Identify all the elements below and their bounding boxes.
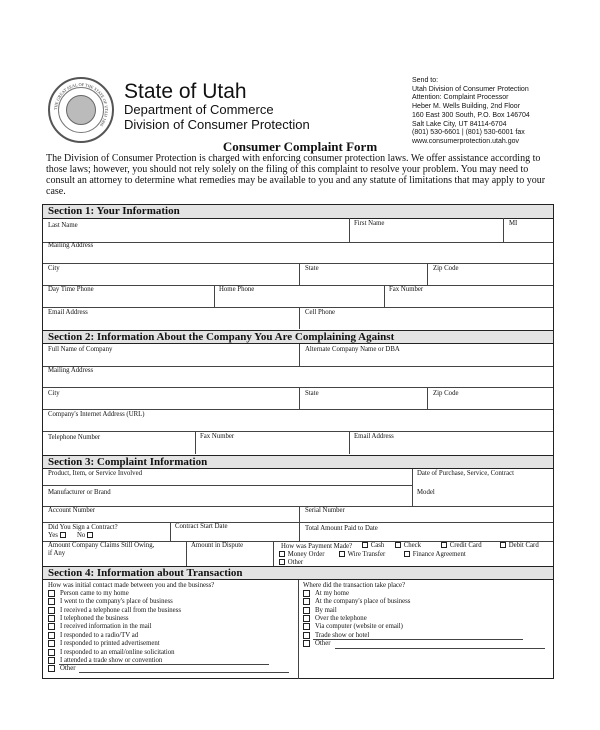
svg-text:THE GREAT SEAL OF THE STATE OF <box>53 82 109 127</box>
row-line <box>43 506 553 507</box>
row-line <box>43 285 553 286</box>
company-mailing-label: Mailing Address <box>48 367 94 374</box>
wire-transfer-checkbox[interactable] <box>339 551 345 557</box>
field-divider <box>412 469 413 506</box>
day-phone-label: Day Time Phone <box>48 286 94 293</box>
contract-date-label: Contract Start Date <box>175 523 228 530</box>
send-to-line: Send to: <box>412 77 439 84</box>
city-label: City <box>48 265 60 272</box>
debit-card-option[interactable] <box>500 542 539 549</box>
mailing-address-label: Mailing Address <box>48 242 94 249</box>
contact-option-label: I attended a trade show or convention <box>60 656 163 664</box>
place-option-label: By mail <box>315 606 337 614</box>
field-divider <box>299 344 300 366</box>
company-state-label: State <box>305 390 319 397</box>
alt-name-label: Alternate Company Name or DBA <box>305 346 400 353</box>
place-checkbox[interactable] <box>303 632 310 639</box>
section2-header: Section 2: Information About the Company You Are Complaining Against <box>43 330 553 344</box>
send-to-line: www.consumerprotection.utah.gov <box>412 137 519 145</box>
contact-option[interactable] <box>48 598 181 606</box>
amount-owing-label-cont: if Any <box>48 550 66 557</box>
zip-label: Zip Code <box>433 265 459 272</box>
contact-other-line[interactable] <box>59 664 269 665</box>
contact-option-label: I received information in the mail <box>60 623 152 631</box>
did-sign-label: Did You Sign a Contract? <box>48 524 118 531</box>
other-text: Other <box>287 559 304 566</box>
place-other-line[interactable] <box>335 648 545 649</box>
contact-checkbox[interactable] <box>48 615 55 622</box>
other-checkbox[interactable] <box>279 559 285 565</box>
send-to-block <box>412 77 530 147</box>
cash-text: Cash <box>370 542 385 549</box>
website-label: Company's Internet Address (URL) <box>48 411 145 418</box>
serial-label: Serial Number <box>305 507 345 514</box>
row-line <box>43 263 553 264</box>
manufacturer-label: Manufacturer or Brand <box>48 489 111 496</box>
place-checkbox[interactable] <box>303 598 310 605</box>
first-name-label: First Name <box>354 220 385 227</box>
field-divider <box>299 506 300 541</box>
finance-agreement-checkbox[interactable] <box>404 551 410 557</box>
no-option[interactable] <box>77 532 94 539</box>
place-checkbox[interactable] <box>303 607 310 614</box>
credit-card-checkbox[interactable] <box>441 542 447 548</box>
state-seal <box>48 77 114 143</box>
complaint-form <box>42 204 554 679</box>
place-checkbox[interactable] <box>303 640 310 647</box>
account-label: Account Number <box>48 507 95 514</box>
form-title: Consumer Complaint Form <box>222 139 378 154</box>
field-divider <box>170 522 171 541</box>
cash-checkbox[interactable] <box>362 542 368 548</box>
send-to-line: Salt Lake City, UT 84114-6704 <box>412 120 507 128</box>
debit-card-text: Debit Card <box>508 542 539 549</box>
fax-label: Fax Number <box>389 286 424 293</box>
contact-option[interactable] <box>48 615 181 623</box>
total-paid-label: Total Amount Paid to Date <box>305 525 378 532</box>
company-email-label: Email Address <box>354 433 394 440</box>
place-option-label: Via computer (website or email) <box>315 623 403 631</box>
contact-option-label: I responded to printed advertisement <box>60 640 160 648</box>
column-divider <box>298 580 299 679</box>
initial-contact-question: How was initial contact made between you and the business? <box>48 582 215 589</box>
state-title: State of Utah <box>124 80 247 103</box>
place-option-label: Over the telephone <box>315 615 367 623</box>
contact-option-label: I responded to a radio/TV ad <box>60 631 139 639</box>
amount-owing-label: Amount Company Claims Still Owing, <box>48 542 155 549</box>
contact-option-label: Other <box>60 665 76 673</box>
department-block <box>124 102 310 132</box>
check-checkbox[interactable] <box>395 542 401 548</box>
contact-checkbox[interactable] <box>48 640 55 647</box>
field-divider <box>299 307 300 329</box>
company-city-label: City <box>48 390 60 397</box>
field-divider <box>186 541 187 566</box>
payment-made-label: How was Payment Made? <box>281 543 353 550</box>
contact-option[interactable] <box>48 632 181 640</box>
field-divider <box>384 285 385 307</box>
initial-contact-options <box>48 590 181 674</box>
row-line <box>43 522 553 523</box>
send-to-line: Heber M. Wells Building, 2nd Floor <box>412 103 521 111</box>
contact-option[interactable] <box>48 607 181 615</box>
contact-checkbox[interactable] <box>48 632 55 639</box>
send-to-line: 160 East 300 South, P.O. Box 146704 <box>412 111 530 119</box>
contact-checkbox[interactable] <box>48 657 55 664</box>
check-option[interactable] <box>395 542 421 549</box>
model-label: Model <box>417 489 435 496</box>
cash-option[interactable] <box>362 542 384 549</box>
row-line <box>43 366 553 367</box>
place-other-line[interactable] <box>313 639 523 640</box>
field-divider <box>427 387 428 409</box>
intro-text: The Division of Consumer Protection is charged with enforcing consumer protection laws. We offer assistance according to those laws; however, you should not rely solely on the filing of this complaint to resolve your problem. You may need to consult an attorney to determine what remedies may be available to you and any statute of limitations that may apply to your case. <box>46 153 546 197</box>
company-name-label: Full Name of Company <box>48 346 113 353</box>
contact-option[interactable] <box>48 623 181 631</box>
credit-card-option[interactable] <box>441 542 482 549</box>
contact-option-label: I received a telephone call from the business <box>60 606 181 614</box>
last-name-label: Last Name <box>48 222 78 229</box>
company-zip-label: Zip Code <box>433 390 459 397</box>
send-to-line: (801) 530-6601 | (801) 530-6001 fax <box>412 129 525 137</box>
row-line <box>43 431 553 432</box>
field-divider <box>299 263 300 285</box>
row-line <box>43 409 553 410</box>
transaction-place-question: Where did the transaction take place? <box>303 582 406 589</box>
row-line <box>43 307 553 308</box>
seal-text: THE GREAT SEAL OF THE STATE OF UTAH 1896 <box>52 81 110 128</box>
contact-option-label: I telephoned the business <box>60 615 129 623</box>
place-option-label: At my home <box>315 590 349 598</box>
place-checkbox[interactable] <box>303 590 310 597</box>
state-label: State <box>305 265 319 272</box>
place-option-label: At the company's place of business <box>315 598 411 606</box>
contact-checkbox[interactable] <box>48 649 55 656</box>
finance-agreement-option[interactable] <box>404 551 466 558</box>
contact-option-label: I went to the company's place of business <box>60 598 173 606</box>
place-option[interactable] <box>303 615 410 623</box>
place-option[interactable] <box>303 598 410 606</box>
send-to-line: Attention: Complaint Processor <box>412 94 509 102</box>
amount-dispute-label: Amount in Dispute <box>191 542 244 549</box>
section3-header: Section 3: Complaint Information <box>43 455 553 469</box>
money-order-checkbox[interactable] <box>279 551 285 557</box>
finance-agreement-text: Finance Agreement <box>412 551 466 558</box>
row-line <box>43 242 553 243</box>
field-divider <box>349 218 350 243</box>
wire-transfer-text: Wire Transfer <box>347 551 386 558</box>
no-text: No <box>77 532 86 539</box>
row-line <box>43 485 412 486</box>
credit-card-text: Credit Card <box>449 542 482 549</box>
place-checkbox[interactable] <box>303 623 310 630</box>
mi-label: MI <box>509 220 518 227</box>
field-divider <box>349 431 350 454</box>
other-option[interactable] <box>279 559 303 566</box>
division-name: Division of Consumer Protection <box>124 117 310 132</box>
yes-text: Yes <box>48 532 58 539</box>
product-label: Product, Item, or Service Involved <box>48 470 142 477</box>
money-order-option[interactable] <box>279 551 325 558</box>
place-checkbox[interactable] <box>303 615 310 622</box>
yes-checkbox[interactable] <box>60 532 66 538</box>
contact-checkbox[interactable] <box>48 623 55 630</box>
field-divider <box>299 387 300 409</box>
department-name: Department of Commerce <box>124 102 274 117</box>
field-divider <box>273 541 274 566</box>
contact-checkbox[interactable] <box>48 665 55 672</box>
company-fax-label: Fax Number <box>200 433 235 440</box>
no-checkbox[interactable] <box>87 532 93 538</box>
field-divider <box>195 431 196 454</box>
date-purchase-label: Date of Purchase, Service, Contract <box>417 470 515 477</box>
field-divider <box>214 285 215 307</box>
field-divider <box>503 218 504 243</box>
contact-option[interactable] <box>48 590 181 598</box>
place-option-label: Other <box>315 640 331 648</box>
contact-other-line[interactable] <box>79 672 289 673</box>
wire-transfer-option[interactable] <box>339 551 385 558</box>
field-divider <box>427 263 428 285</box>
money-order-text: Money Order <box>287 551 325 558</box>
send-to-line: Utah Division of Consumer Protection <box>412 85 529 93</box>
place-option-label: Trade show or hotel <box>315 631 370 639</box>
contact-option[interactable] <box>48 640 181 648</box>
place-option[interactable] <box>303 623 410 631</box>
contact-option[interactable] <box>48 649 181 657</box>
debit-card-checkbox[interactable] <box>500 542 506 548</box>
contact-option-label: Person came to my home <box>60 590 129 598</box>
seal-text-ring <box>50 79 112 141</box>
check-text: Check <box>403 542 422 549</box>
cell-phone-label: Cell Phone <box>305 309 336 316</box>
email-label: Email Address <box>48 309 88 316</box>
contact-option-label: I responded to an email/online solicitation <box>60 648 175 656</box>
contact-checkbox[interactable] <box>48 598 55 605</box>
company-phone-label: Telephone Number <box>48 434 101 441</box>
section4-header: Section 4: Information about Transaction <box>43 566 553 580</box>
yes-option[interactable] <box>48 532 67 539</box>
section1-header: Section 1: Your Information <box>43 205 553 219</box>
contact-checkbox[interactable] <box>48 607 55 614</box>
place-option[interactable] <box>303 590 410 598</box>
row-line <box>43 387 553 388</box>
home-phone-label: Home Phone <box>219 286 255 293</box>
place-option[interactable] <box>303 607 410 615</box>
contact-checkbox[interactable] <box>48 590 55 597</box>
